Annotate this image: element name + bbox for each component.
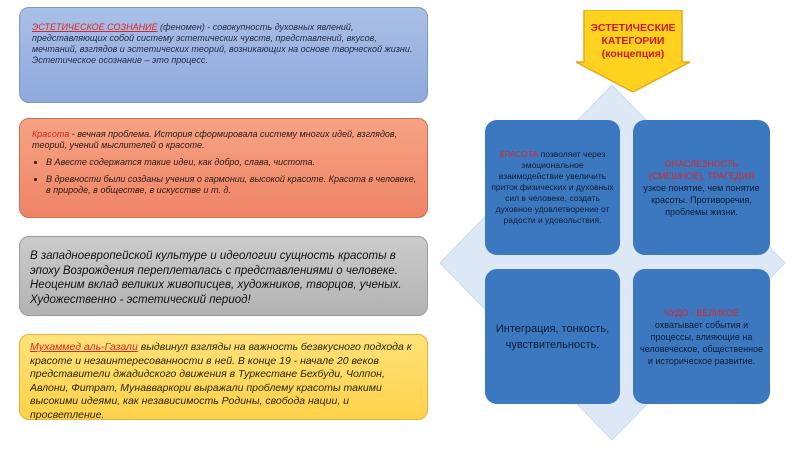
- aesthetic-consciousness-text: (феномен) - совокупность духовных явлений, представляющих собой систему эстетических чувств, представлений, вкусов, мечтаний, взглядов и эстетических теорий, возникающих на основе творческой жизни.: [32, 22, 413, 54]
- beauty-bullets: [32, 157, 417, 196]
- quadrant-beauty: [485, 120, 620, 255]
- aesthetic-consciousness-box: [19, 7, 428, 103]
- renaissance-text: В западноевропейской культуре и идеологии сущность красоты в эпоху Возрождения переплеталась с представлениями о человеке. Неоценим вклад великих живописцев, художников, творцов, ученых. Художественно - эстетический период!: [30, 250, 402, 306]
- aesthetic-categories-title: [576, 22, 690, 61]
- ghazali-box: [19, 334, 428, 420]
- quadrant-comic-tragedy: [633, 120, 770, 255]
- beauty-bullet: • В древности были созданы учения о гармонии, высокой красоте. Красота в человеке, в природе, в обществе, в искусстве и т. д.: [46, 174, 417, 196]
- quadrant-integration: [485, 269, 620, 404]
- beauty-bullet: • В Авесте содержатся такие идеи, как добро, слава, чистота.: [46, 157, 417, 168]
- quadrant-comic-text: узкое понятие, чем понятие красоты. Противоречия, проблемы жизни.: [643, 182, 760, 217]
- quadrant-sublime-text: охватывает события и процессы, влияющие на человеческое, общественное и историческое развитие.: [639, 319, 764, 366]
- arrow-title-line2: КАТЕГОРИИ: [601, 35, 665, 47]
- quadrant-beauty-text: позволяет через эмоциональное взаимодействие увеличить приток физических и духовных сил в человеке, создать духовное удовлетворение от радости и удовольствия.: [491, 149, 614, 225]
- beauty-term: Красота: [32, 129, 70, 139]
- aesthetic-consciousness-term: ЭСТЕТИЧЕСКОЕ СОЗНАНИЕ: [32, 22, 158, 32]
- ghazali-name: Мухаммед аль-Газали: [30, 341, 138, 353]
- arrow-title-line1: ЭСТЕТИЧЕСКИЕ: [590, 22, 676, 34]
- beauty-text: - вечная проблема. История сформировала систему многих идей, взглядов, теорий, учений мыслителей о красоте.: [32, 129, 398, 150]
- quadrant-sublime-term: ЧУДО - ВЕЛИКОЕ: [664, 307, 739, 318]
- renaissance-box: [19, 236, 428, 316]
- aesthetic-consciousness-line2: Эстетическое осознание – это процесс.: [32, 55, 208, 65]
- ghazali-text: выдвинул взгляды на важность безвкусного подхода к красоте и незаинтересованности в ней. В конце 19 - начале 20 веков представители джадидского движения в Туркестане Бехбуди, Чолпон, Авлони, Фитрат, Мунавваркори выражали проблему красоты такими высокими идеями, как независимость Родины, свобода нации, и просветление.: [30, 341, 412, 421]
- beauty-box: [19, 118, 428, 218]
- quadrant-integration-text: Интеграция, тонкость, чувствительность.: [495, 322, 610, 351]
- quadrant-beauty-term: КРАСОТА: [499, 149, 539, 159]
- quadrant-sublime: [633, 269, 770, 404]
- arrow-title-line3: (концепция): [601, 48, 665, 60]
- quadrant-comic-term: ОНАСЛЕЗНОСТЬ (СМЕШНОЕ), ТРАГЕДИЯ: [648, 158, 755, 181]
